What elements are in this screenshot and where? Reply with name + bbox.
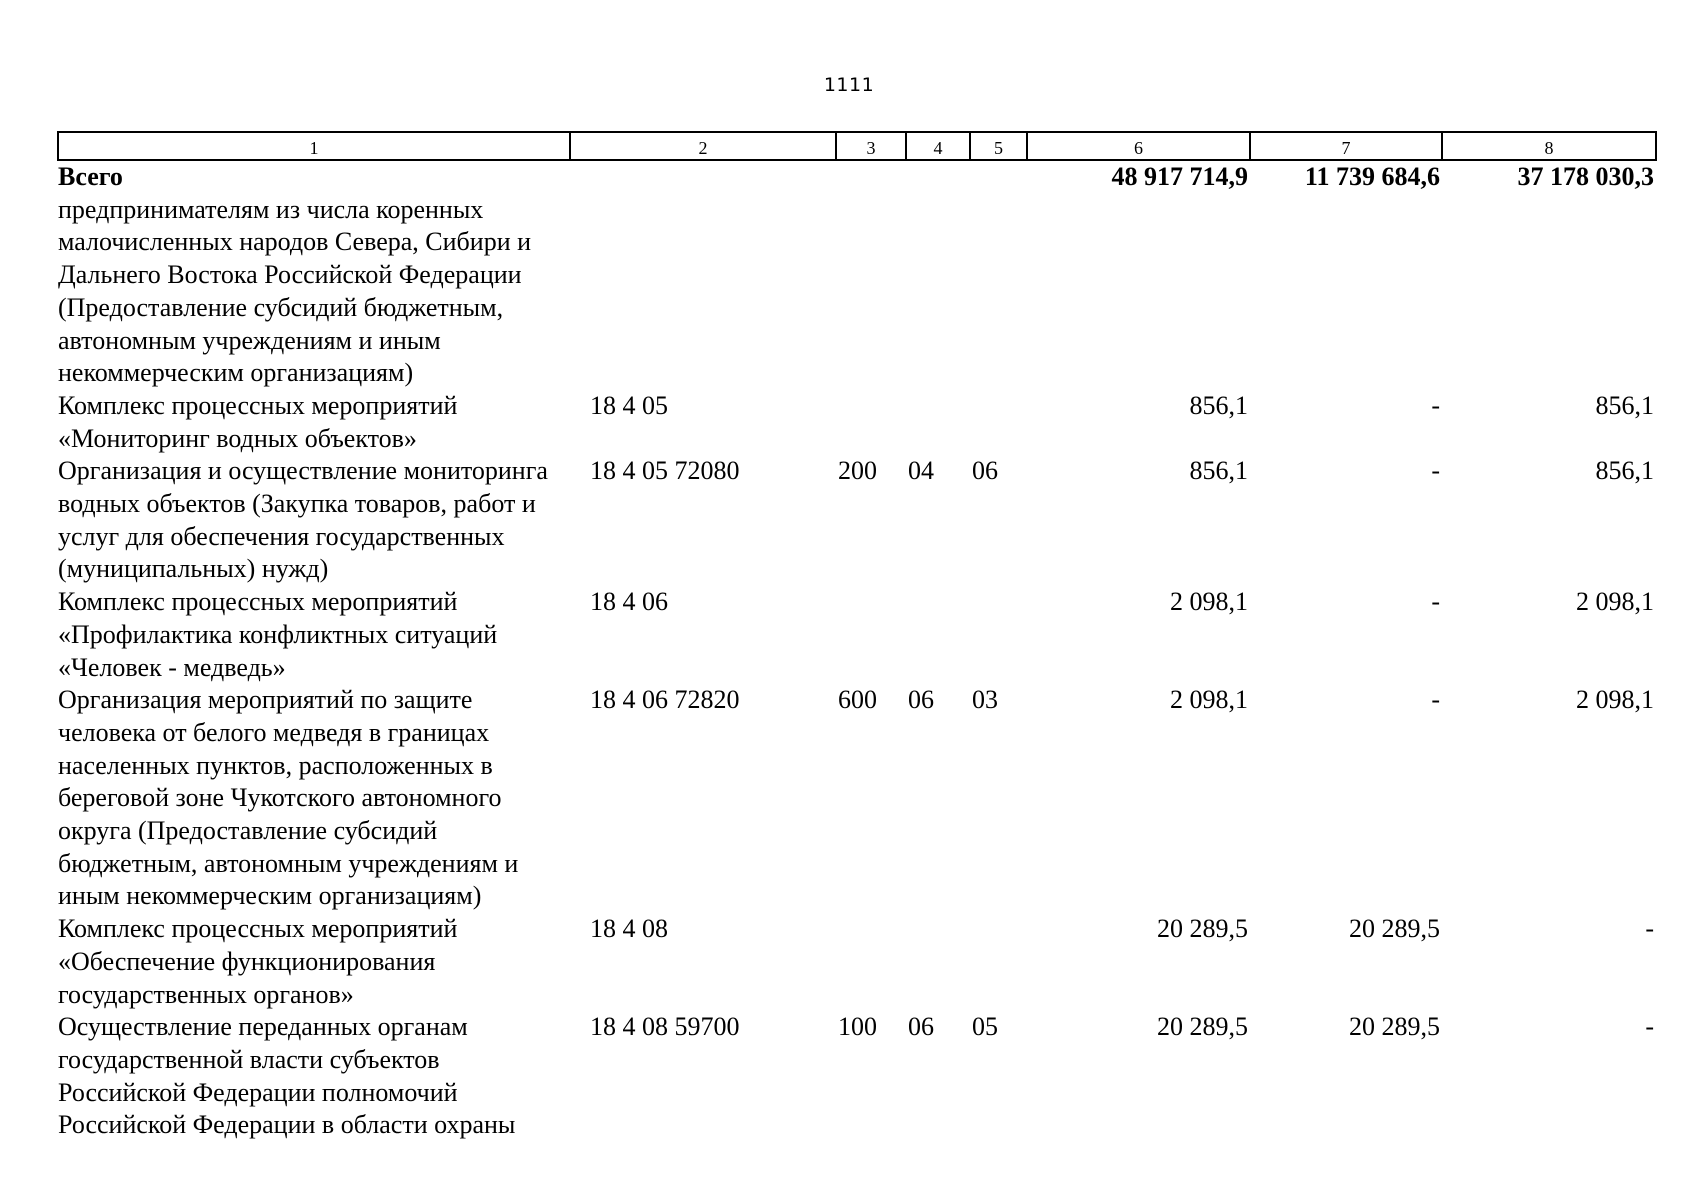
row-col6: 20 289,5 bbox=[1157, 1012, 1248, 1042]
row-col7 bbox=[1250, 194, 1442, 390]
row-col8: 856,1 bbox=[1595, 390, 1654, 420]
row-c5 bbox=[970, 586, 1027, 684]
column-header-4: 4 bbox=[906, 132, 970, 160]
row-col6 bbox=[1027, 194, 1250, 390]
row-name: Комплекс процессных мероприятий «Обеспечение функционирования государственных органов» bbox=[58, 914, 458, 1009]
row-col8: 2 098,1 bbox=[1576, 587, 1654, 617]
total-label: Всего bbox=[58, 162, 123, 191]
row-col6: 856,1 bbox=[1189, 456, 1248, 486]
row-c5 bbox=[970, 194, 1027, 390]
row-c3: 600 bbox=[838, 685, 877, 715]
row-c5: 05 bbox=[972, 1012, 998, 1042]
row-c4: 06 bbox=[908, 685, 934, 715]
row-code bbox=[570, 194, 836, 390]
row-col8: 2 098,1 bbox=[1576, 685, 1654, 715]
table-row bbox=[58, 194, 1656, 390]
total-col6: 48 917 714,9 bbox=[1111, 162, 1248, 191]
row-col7: - bbox=[1431, 587, 1440, 617]
row-c4 bbox=[906, 586, 970, 684]
row-col7: 20 289,5 bbox=[1349, 1012, 1440, 1042]
row-col6: 856,1 bbox=[1189, 390, 1248, 420]
row-name: Осуществление переданных органам государственной власти субъектов Российской Федерации полномочий Российской Федерации в области охраны bbox=[58, 1012, 516, 1140]
table-row bbox=[58, 1011, 1656, 1142]
row-name: Комплекс процессных мероприятий «Мониторинг водных объектов» bbox=[58, 390, 458, 453]
table-row bbox=[58, 455, 1656, 586]
row-code: 18 4 08 59700 bbox=[590, 1012, 740, 1042]
row-col8: 856,1 bbox=[1595, 456, 1654, 486]
row-code: 18 4 06 72820 bbox=[590, 685, 740, 715]
row-c4 bbox=[906, 194, 970, 390]
row-c3 bbox=[836, 913, 906, 1011]
row-c4: 06 bbox=[908, 1012, 934, 1042]
table-row bbox=[58, 586, 1656, 684]
row-c3 bbox=[836, 390, 906, 455]
row-col6: 2 098,1 bbox=[1170, 685, 1248, 715]
table-row bbox=[58, 684, 1656, 913]
column-header-5: 5 bbox=[970, 132, 1027, 160]
total-row bbox=[58, 160, 1656, 194]
row-c5 bbox=[970, 913, 1027, 1011]
column-header-8: 8 bbox=[1442, 132, 1656, 160]
row-name: предпринимателям из числа коренных малочисленных народов Севера, Сибири и Дальнего Востока Российской Федерации (Предоставление субсидий бюджетным, автономным учреждениям и иным некоммерческим организациям) bbox=[58, 194, 532, 388]
table-row bbox=[58, 390, 1656, 455]
row-c3: 100 bbox=[838, 1012, 877, 1042]
row-c4 bbox=[906, 913, 970, 1011]
row-code: 18 4 08 bbox=[590, 914, 668, 944]
row-c4 bbox=[906, 390, 970, 455]
header-row bbox=[58, 132, 1656, 160]
table-row bbox=[58, 913, 1656, 1011]
budget-table bbox=[57, 131, 1657, 1142]
row-c5 bbox=[970, 390, 1027, 455]
row-col7: - bbox=[1431, 456, 1440, 486]
row-col8: - bbox=[1645, 1012, 1654, 1042]
total-col8: 37 178 030,3 bbox=[1517, 162, 1654, 191]
row-code: 18 4 05 bbox=[590, 390, 668, 420]
row-name: Комплекс процессных мероприятий «Профилактика конфликтных ситуаций «Человек - медведь» bbox=[58, 587, 498, 682]
row-c5: 03 bbox=[972, 685, 998, 715]
row-col8: - bbox=[1645, 914, 1654, 944]
row-c3 bbox=[836, 586, 906, 684]
column-header-2: 2 bbox=[570, 132, 836, 160]
row-c3: 200 bbox=[838, 456, 877, 486]
row-c4: 04 bbox=[908, 456, 934, 486]
row-c3 bbox=[836, 194, 906, 390]
table-body bbox=[58, 160, 1656, 1142]
row-col8 bbox=[1442, 194, 1656, 390]
row-col7: - bbox=[1431, 685, 1440, 715]
row-col7: - bbox=[1431, 390, 1440, 420]
page-number: 1111 bbox=[823, 74, 875, 96]
total-col7: 11 739 684,6 bbox=[1304, 162, 1440, 191]
row-code: 18 4 06 bbox=[590, 587, 668, 617]
row-col6: 20 289,5 bbox=[1157, 914, 1248, 944]
row-name: Организация и осуществление мониторинга водных объектов (Закупка товаров, работ и услуг для обеспечения государственных (муниципальных) нужд) bbox=[58, 456, 548, 584]
table-header bbox=[58, 132, 1656, 160]
column-header-7: 7 bbox=[1250, 132, 1442, 160]
row-code: 18 4 05 72080 bbox=[590, 456, 740, 486]
column-header-3: 3 bbox=[836, 132, 906, 160]
row-col7: 20 289,5 bbox=[1349, 914, 1440, 944]
column-header-6: 6 bbox=[1027, 132, 1250, 160]
column-header-1: 1 bbox=[58, 132, 570, 160]
row-name: Организация мероприятий по защите человека от белого медведя в границах населенных пунктов, расположенных в береговой зоне Чукотского автономного округа (Предоставление субсидий бюджетным, автономным учреждениям и иным некоммерческим организациям) bbox=[58, 685, 519, 911]
row-col6: 2 098,1 bbox=[1170, 587, 1248, 617]
row-c5: 06 bbox=[972, 456, 998, 486]
